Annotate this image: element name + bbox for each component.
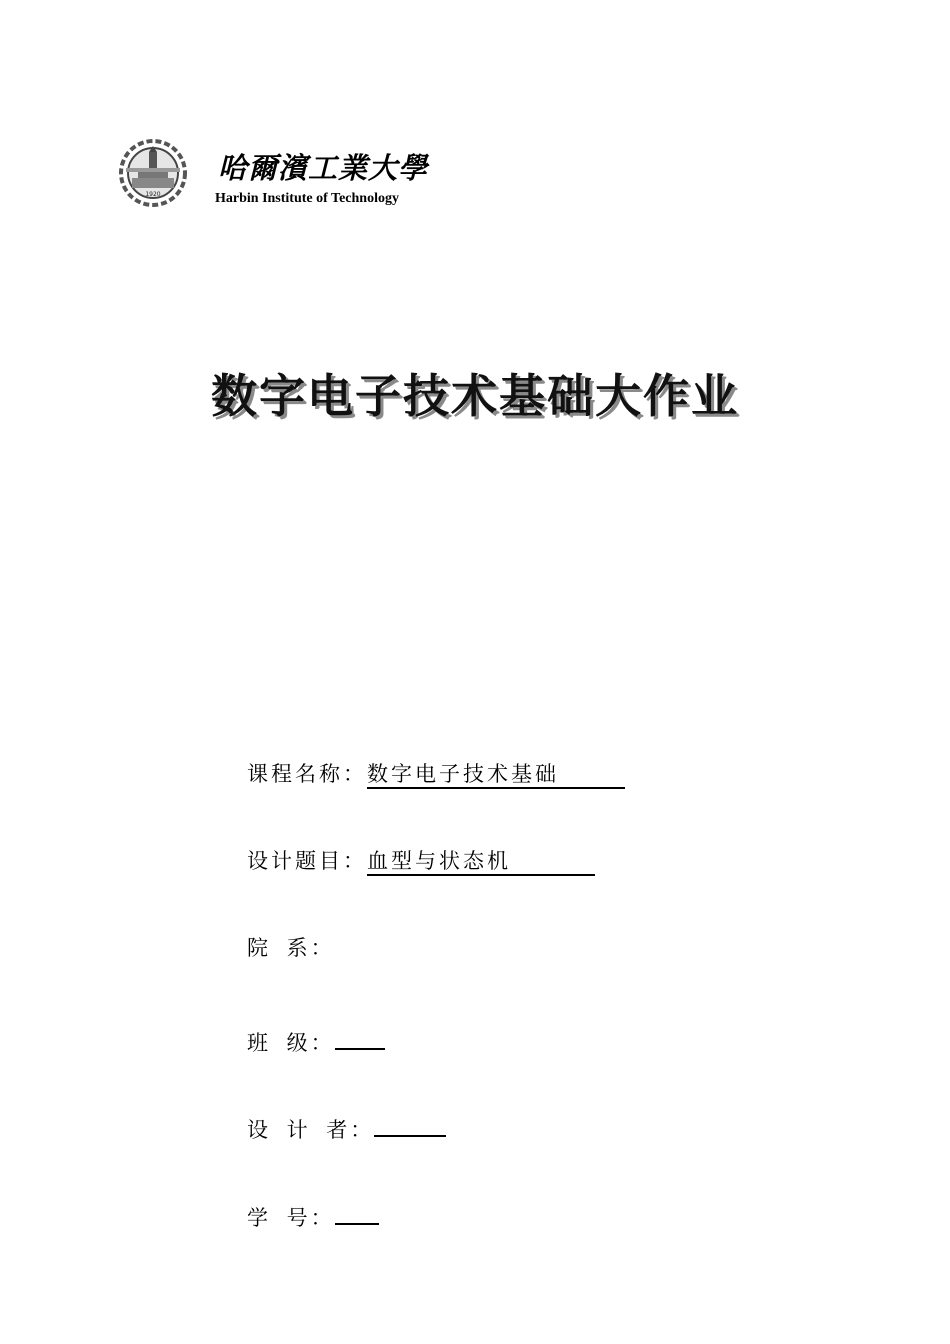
class-row (247, 1022, 385, 1054)
designer-label: 设 计 者： (247, 1118, 375, 1142)
topic-value: 血型与状态机 (367, 848, 595, 876)
university-name-cn: 哈爾濱工業大學 (218, 151, 429, 185)
university-emblem-icon (118, 138, 188, 208)
student-id-value (335, 1197, 379, 1225)
department-label: 院 系： (247, 936, 335, 960)
class-value (335, 1022, 385, 1050)
student-id-row (247, 1197, 379, 1229)
svg-text:1920: 1920 (145, 191, 161, 198)
document-title: 数字电子技术基础大作业 (211, 369, 739, 423)
department-row (247, 932, 335, 964)
designer-row (247, 1109, 446, 1141)
university-name-en: Harbin Institute of Technology (215, 191, 399, 206)
topic-label: 设计题目： (247, 849, 367, 873)
topic-row (247, 845, 595, 877)
course-value: 数字电子技术基础 (367, 761, 625, 789)
student-id-label: 学 号： (247, 1206, 335, 1230)
course-row (247, 758, 625, 790)
class-label: 班 级： (247, 1031, 335, 1055)
course-label: 课程名称： (247, 762, 367, 786)
designer-value (374, 1109, 446, 1137)
university-logo (118, 138, 429, 210)
